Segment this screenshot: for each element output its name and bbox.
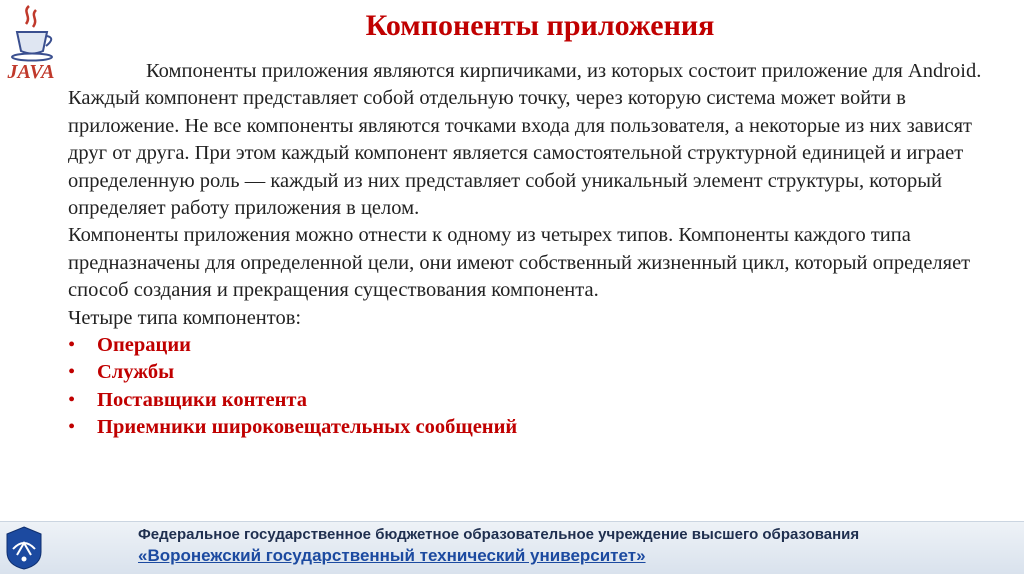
university-emblem-icon <box>4 525 44 571</box>
java-logo-text: JAVA <box>7 61 55 83</box>
types-paragraph: Компоненты приложения можно отнести к одному из четырех типов. Компоненты каждого типа предназначены для определенной цели, они имеют собственный жизненный цикл, который определяет способ создания и прекращения существования компонента. <box>68 224 971 302</box>
list-heading: Четыре типа компонентов: <box>68 306 302 329</box>
footer-bar <box>0 521 1024 574</box>
content-area <box>68 58 998 442</box>
page-title: Компоненты приложения <box>365 9 715 42</box>
footer-institution-type: Федеральное государственное бюджетное образовательное учреждение высшего образования <box>138 526 860 543</box>
list-item-label: Приемники широковещательных сообщений <box>97 416 518 439</box>
list-item <box>68 359 998 386</box>
intro-paragraph: Компоненты приложения являются кирпичиками, из которых состоит приложение для Android. Каждый компонент представляет собой отдельную точку, через которую система может войти в приложение. Не все компоненты являются точками входа для пользователя, а некоторые из них зависят друг от друга. При этом каждый компонент является самостоятельной структурной единицей и играет определенную роль — каждый из них представляет собой уникальный элемент структуры, который определяет работу приложения в целом. <box>68 60 982 220</box>
list-item <box>68 332 998 359</box>
list-item <box>68 387 998 414</box>
component-types-list <box>68 332 998 442</box>
list-item <box>68 414 998 441</box>
list-item-label: Операции <box>97 334 191 357</box>
list-item-label: Поставщики контента <box>97 388 307 411</box>
footer-university-name: «Воронежский государственный технический университет» <box>138 546 646 565</box>
bullet-icon: • <box>68 388 76 411</box>
bullet-icon: • <box>68 361 76 384</box>
list-item-label: Службы <box>97 361 175 384</box>
bullet-icon: • <box>68 416 76 439</box>
bullet-icon: • <box>68 334 76 357</box>
